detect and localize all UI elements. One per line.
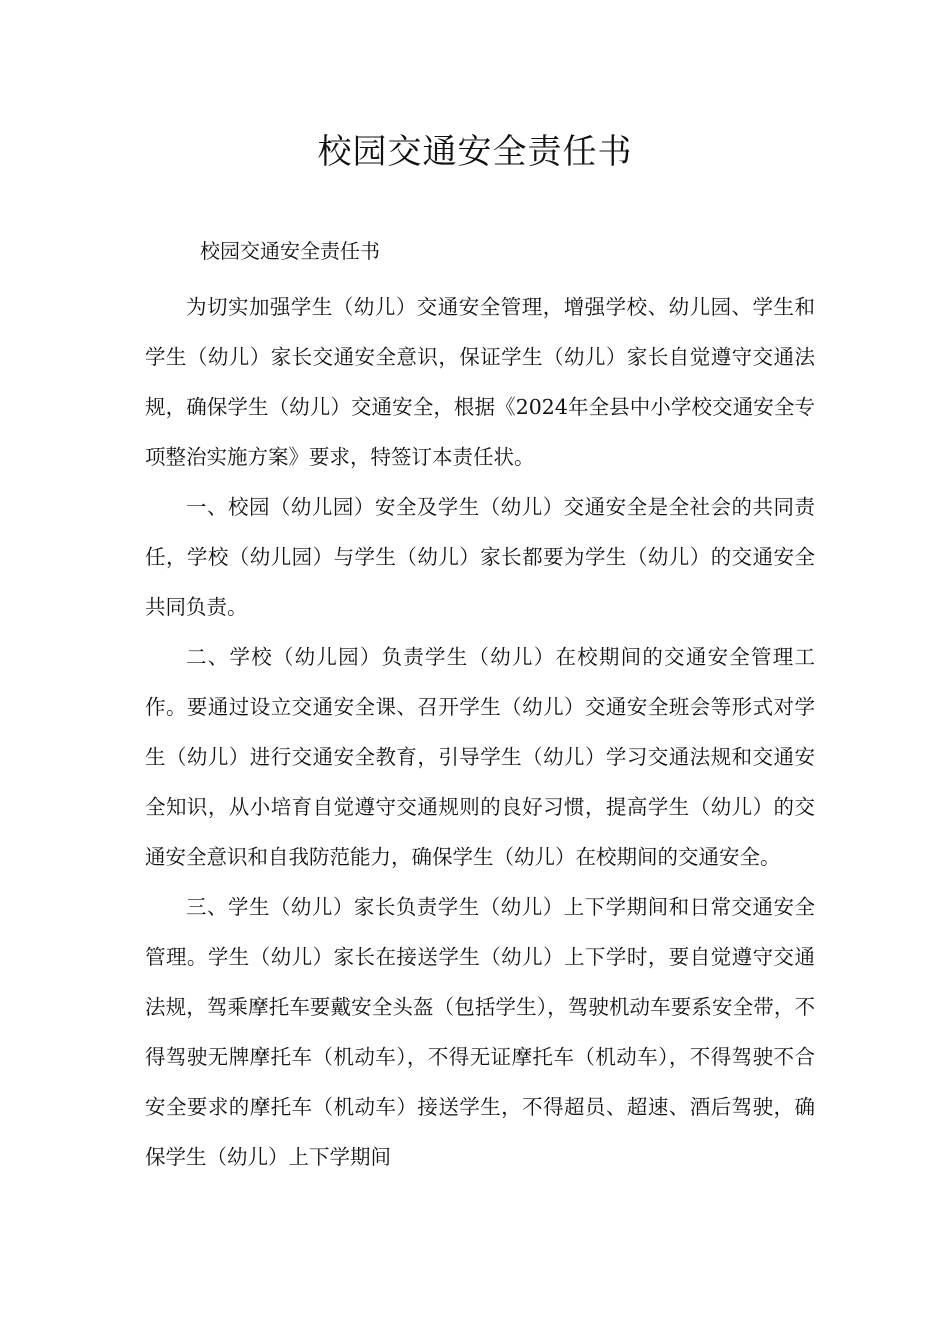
paragraph-clause-1: 一、校园（幼儿园）安全及学生（幼儿）交通安全是全社会的共同责任，学校（幼儿园）与学生（幼儿）家长都要为学生（幼儿）的交通安全共同负责。	[145, 495, 815, 619]
paragraph-clause-2: 二、学校（幼儿园）负责学生（幼儿）在校期间的交通安全管理工作。要通过设立交通安全课、召开学生（幼儿）交通安全班会等形式对学生（幼儿）进行交通安全教育，引导学生（幼儿）学习交通法规和交通安全知识，从小培育自觉遵守交通规则的良好习惯，提高学生（幼儿）的交通安全意识和自我防范能力，确保学生（幼儿）在校期间的交通安全。	[145, 645, 815, 869]
document-title: 校园交通安全责任书	[317, 132, 633, 172]
document-subtitle: 校园交通安全责任书	[200, 239, 380, 263]
paragraph-intro: 为切实加强学生（幼儿）交通安全管理，增强学校、幼儿园、学生和学生（幼儿）家长交通安全意识，保证学生（幼儿）家长自觉遵守交通法规，确保学生（幼儿）交通安全，根据《2024年全县中小学校交通安全专项整治实施方案》要求，特签订本责任状。	[145, 295, 815, 469]
document-body	[145, 282, 815, 1182]
paragraph-clause-3: 三、学生（幼儿）家长负责学生（幼儿）上下学期间和日常交通安全管理。学生（幼儿）家长在接送学生（幼儿）上下学时，要自觉遵守交通法规，驾乘摩托车要戴安全头盔（包括学生），驾驶机动车要系安全带，不得驾驶无牌摩托车（机动车），不得无证摩托车（机动车），不得驾驶不合安全要求的摩托车（机动车）接送学生，不得超员、超速、酒后驾驶，确保学生（幼儿）上下学期间	[145, 895, 815, 1169]
